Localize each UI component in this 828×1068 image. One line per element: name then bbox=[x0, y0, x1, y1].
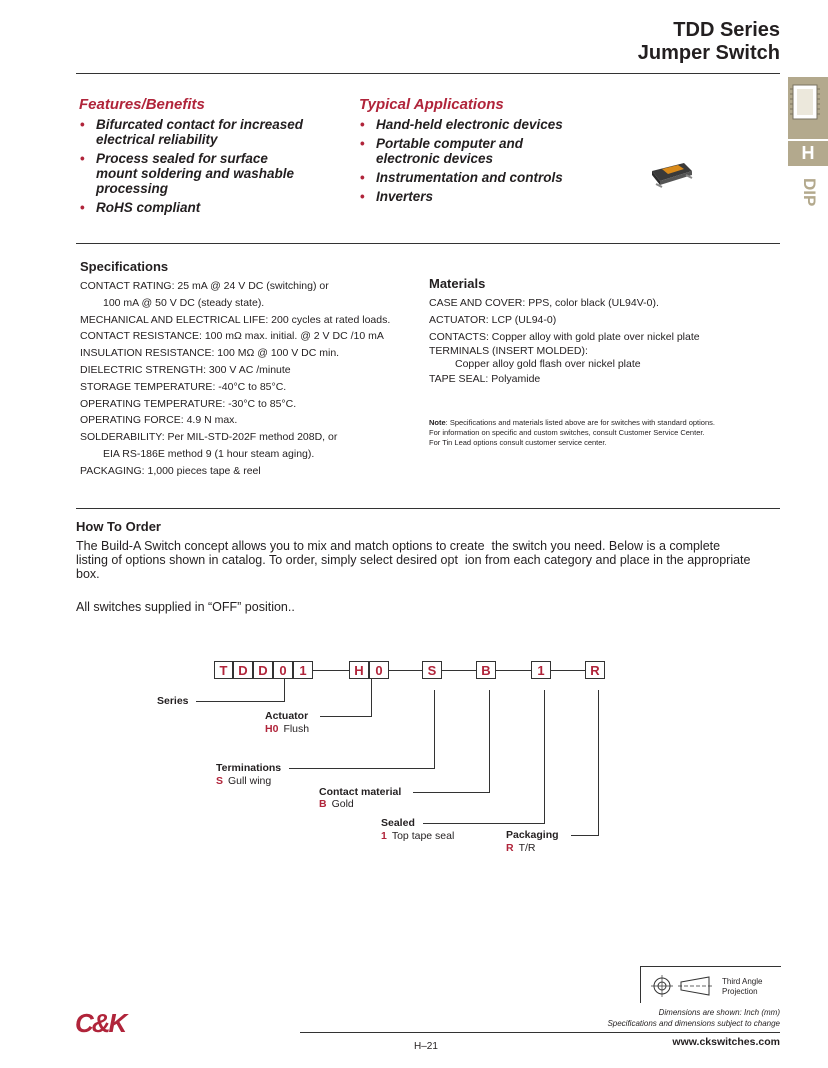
leader-line bbox=[284, 679, 285, 702]
leader-line bbox=[413, 792, 489, 793]
side-tab-letter: H bbox=[788, 141, 828, 166]
specs-rule bbox=[76, 508, 780, 509]
part-box-packaging: R bbox=[585, 661, 605, 679]
part-box-series: T bbox=[214, 661, 233, 679]
materials-list bbox=[429, 295, 700, 388]
terminations-label: Terminations bbox=[216, 762, 282, 774]
product-title: Jumper Switch bbox=[637, 42, 780, 64]
spec-line: INSULATION RESISTANCE: 100 MΩ @ 100 V DC min. bbox=[80, 347, 340, 360]
feature-item: • Process sealed for surface mount soldering and washable processing bbox=[79, 151, 349, 196]
part-box-contact: B bbox=[476, 661, 496, 679]
side-tab-label-wrap bbox=[795, 174, 821, 222]
switch-product-image bbox=[648, 157, 696, 189]
leader-line bbox=[598, 690, 599, 836]
dip-switch-icon bbox=[788, 77, 828, 139]
specifications-heading: Specifications bbox=[80, 259, 169, 274]
applications-heading: Typical Applications bbox=[359, 96, 504, 113]
spec-line: CONTACT RESISTANCE: 100 mΩ max. initial. @ 2 V DC /10 mA bbox=[80, 330, 384, 343]
connector-line bbox=[551, 670, 585, 671]
feature-item: • RoHS compliant bbox=[79, 200, 349, 215]
leader-line bbox=[320, 716, 371, 717]
how-to-order-heading: How To Order bbox=[76, 519, 161, 534]
spec-line: EIA RS-186E method 9 (1 hour steam aging). bbox=[103, 447, 315, 460]
sealed-option: 1 Top tape seal bbox=[381, 830, 455, 842]
material-line: CONTACTS: Copper alloy with gold plate over nickel plate bbox=[429, 330, 700, 343]
spec-line: MECHANICAL AND ELECTRICAL LIFE: 200 cycles at rated loads. bbox=[80, 313, 391, 326]
actuator-option: H0 Flush bbox=[265, 723, 310, 735]
application-item: • Portable computer and electronic devices bbox=[359, 136, 609, 166]
features-rule bbox=[76, 243, 780, 244]
specifications-list bbox=[80, 278, 390, 480]
leader-line bbox=[423, 823, 544, 824]
spec-line: OPERATING TEMPERATURE: -30°C to 85°C. bbox=[80, 397, 297, 410]
sealed-label: Sealed bbox=[381, 817, 415, 829]
material-line: TAPE SEAL: Polyamide bbox=[429, 373, 541, 386]
part-box-series: 1 bbox=[293, 661, 313, 679]
part-box-actuator: H bbox=[349, 661, 369, 679]
projection-box bbox=[640, 966, 781, 1003]
ck-logo: C&K bbox=[75, 1008, 126, 1038]
spec-line: STORAGE TEMPERATURE: -40°C to 85°C. bbox=[80, 380, 287, 393]
materials-note: Note: Specifications and materials listed above are for switches with standard options. For information on specific and custom switches, consult Customer Service Center. For Tin Lead options consult customer service center. bbox=[429, 418, 715, 447]
material-line: ACTUATOR: LCP (UL94-0) bbox=[429, 313, 557, 326]
part-box-sealed: 1 bbox=[531, 661, 551, 679]
projection-label: Third Angle Projection bbox=[722, 977, 763, 996]
application-item: • Hand-held electronic devices bbox=[359, 117, 609, 132]
off-position-note: All switches supplied in “OFF” position.. bbox=[76, 600, 295, 614]
side-tab-image bbox=[788, 77, 828, 139]
spec-line: PACKAGING: 1,000 pieces tape & reel bbox=[80, 464, 261, 477]
connector-line bbox=[389, 670, 422, 671]
contact-material-option: B Gold bbox=[319, 798, 354, 810]
spec-line: 100 mA @ 50 V DC (steady state). bbox=[103, 296, 265, 309]
leader-line bbox=[196, 701, 284, 702]
connector-line bbox=[313, 670, 349, 671]
website-link[interactable]: www.ckswitches.com bbox=[672, 1036, 780, 1048]
dimensions-note: Dimensions are shown: Inch (mm) bbox=[658, 1008, 780, 1017]
footer-rule bbox=[300, 1032, 780, 1033]
spec-line: CONTACT RATING: 25 mA @ 24 V DC (switching) or bbox=[80, 280, 329, 292]
leader-line bbox=[371, 679, 372, 717]
part-box-terminations: S bbox=[422, 661, 442, 679]
series-label: Series bbox=[157, 695, 189, 707]
applications-list bbox=[359, 117, 609, 208]
page-number: H–21 bbox=[414, 1041, 438, 1052]
leader-line bbox=[289, 768, 434, 769]
feature-item: • Bifurcated contact for increased electrical reliability bbox=[79, 117, 349, 147]
spec-line: OPERATING FORCE: 4.9 N max. bbox=[80, 414, 238, 427]
spec-line: SOLDERABILITY: Per MIL-STD-202F method 208D, or bbox=[80, 431, 338, 444]
contact-material-label: Contact material bbox=[319, 786, 402, 798]
material-line: TERMINALS (INSERT MOLDED): bbox=[429, 345, 588, 358]
part-box-series: D bbox=[233, 661, 253, 679]
part-box-series: 0 bbox=[273, 661, 293, 679]
leader-line bbox=[434, 690, 435, 769]
materials-heading: Materials bbox=[429, 276, 486, 291]
material-line: Copper alloy gold flash over nickel plate bbox=[455, 358, 641, 371]
subject-to-change-note: Specifications and dimensions subject to change bbox=[607, 1019, 780, 1028]
spec-line: DIELECTRIC STRENGTH: 300 V AC /minute bbox=[80, 363, 291, 376]
how-to-order-text: The Build-A Switch concept allows you to mix and match options to create the switch you need. Below is a complete listing of options shown in catalog. To order, simply select desired opt ion from each category and place in the appropriate box. bbox=[76, 539, 751, 581]
application-item: • Instrumentation and controls bbox=[359, 170, 609, 185]
features-list bbox=[79, 117, 349, 219]
series-title: TDD Series bbox=[673, 19, 780, 41]
leader-line bbox=[571, 835, 598, 836]
packaging-label: Packaging bbox=[506, 829, 559, 841]
features-heading: Features/Benefits bbox=[79, 96, 205, 113]
leader-line bbox=[489, 690, 490, 793]
part-box-series: D bbox=[253, 661, 273, 679]
actuator-label: Actuator bbox=[265, 710, 309, 722]
leader-line bbox=[544, 690, 545, 824]
side-tab-label: DIP bbox=[800, 178, 819, 207]
connector-line bbox=[496, 670, 531, 671]
third-angle-projection-icon bbox=[651, 975, 717, 997]
terminations-option: S Gull wing bbox=[216, 775, 272, 787]
connector-line bbox=[442, 670, 476, 671]
header-rule bbox=[76, 73, 780, 74]
part-box-actuator: 0 bbox=[369, 661, 389, 679]
application-item: • Inverters bbox=[359, 189, 609, 204]
material-line: CASE AND COVER: PPS, color black (UL94V-0). bbox=[429, 297, 659, 309]
packaging-option: R T/R bbox=[506, 842, 536, 854]
